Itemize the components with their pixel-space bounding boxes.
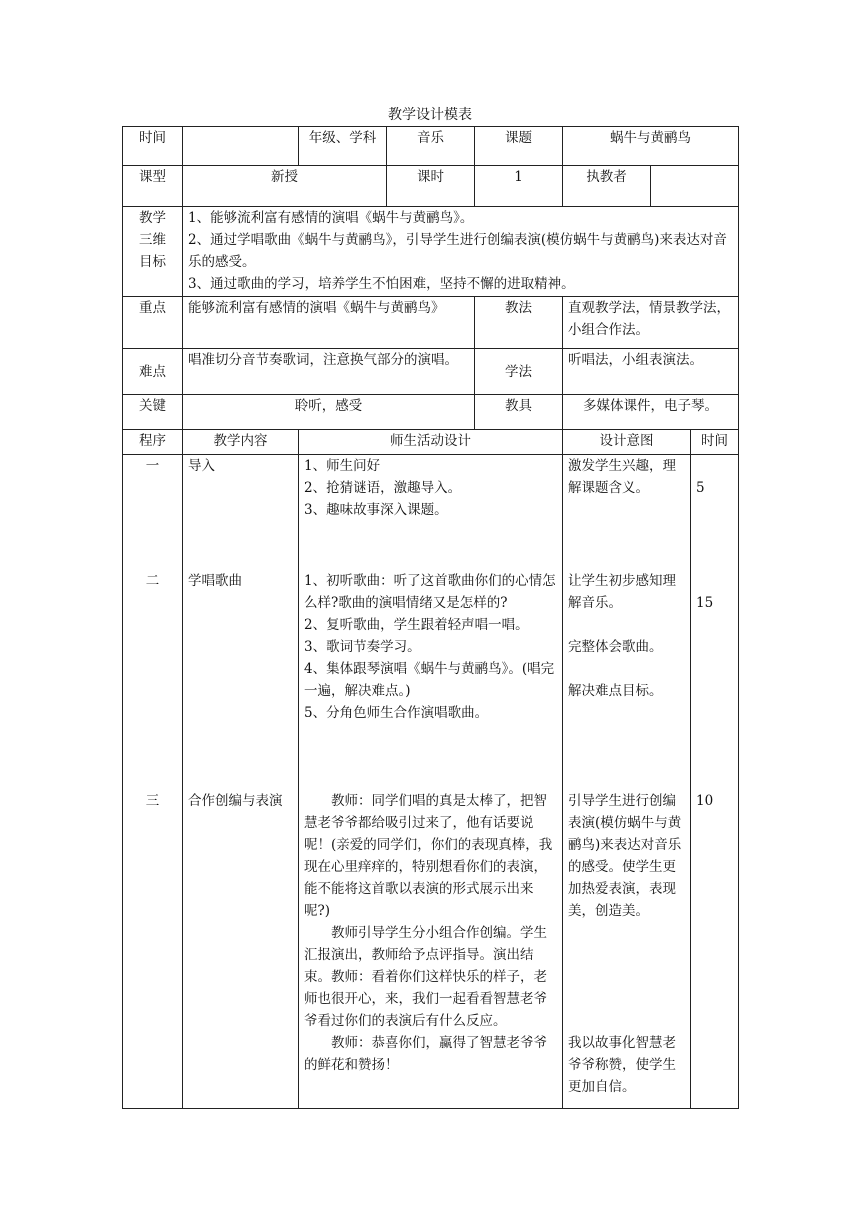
col-header-activities: 师生活动设计 <box>299 430 563 455</box>
activity-line: 3、趣味故事深入课题。 <box>304 502 448 518</box>
difficulty-label: 难点 <box>123 349 183 395</box>
activity-line: 1、师生问好 <box>304 458 381 474</box>
goals-label-line: 三维 <box>139 232 166 248</box>
goals-list <box>183 207 739 297</box>
page-title: 教学设计模表 <box>388 107 472 123</box>
goals-label-line: 教学 <box>139 210 166 226</box>
intent-step-3 <box>568 790 685 1098</box>
time-value <box>183 127 299 166</box>
activity-line: 3、歌词节奏学习。 <box>304 639 421 655</box>
intent-step-1 <box>568 455 685 570</box>
key-point-label: 重点 <box>123 297 183 349</box>
activity-paragraph: 教师：同学们唱的真是太棒了，把智慧老爷爷都给吸引过来了，他有话要说呢！(亲爱的同学们，你们的表现真棒，我现在心里痒痒的，特别想看你们的表演，能不能将这首歌以表演的形式展示出来呢?) <box>304 793 553 919</box>
activity-line: 5、分角色师生合作演唱歌曲。 <box>304 705 489 721</box>
goal-item: 2、通过学唱歌曲《蜗牛与黄鹂鸟》，引导学生进行创编表演(模仿蜗牛与黄鹂鸟)来表达对音乐的感受。 <box>188 232 727 270</box>
activities-column <box>299 455 563 1109</box>
step-content: 学唱歌曲 <box>188 573 242 589</box>
activity-paragraph: 教师引导学生分小组合作创编。学生汇报演出，教师给予点评指导。演出结束。教师：看着你们这样快乐的样子，老师也很开心，来，我们一起看看智慧老爷爷看过你们的表演后有什么反应。 <box>304 925 547 1029</box>
activities-step-1 <box>304 455 557 570</box>
tools-value: 多媒体课件，电子琴。 <box>563 395 739 430</box>
study-label: 学法 <box>475 349 563 395</box>
teacher-label: 执教者 <box>563 166 651 207</box>
intent-line: 激发学生兴趣，理解课题含义。 <box>568 458 676 496</box>
key-label: 关键 <box>123 395 183 430</box>
goal-item: 1、能够流利富有感情的演唱《蜗牛与黄鹂鸟》。 <box>188 210 474 226</box>
difficulty-row <box>123 349 739 395</box>
col-header-step: 程序 <box>123 430 183 455</box>
time-column <box>691 455 739 1109</box>
header-row-2 <box>123 166 739 207</box>
time-label: 时间 <box>123 127 183 166</box>
periods-label: 课时 <box>387 166 475 207</box>
process-body-row <box>123 455 739 1109</box>
activity-line: 2、复听歌曲，学生跟着轻声唱一唱。 <box>304 617 529 633</box>
topic-label: 课题 <box>475 127 563 166</box>
teacher-value <box>651 166 739 207</box>
activity-line: 4、集体跟琴演唱《蜗牛与黄鹂鸟》。(唱完一遍，解决难点。) <box>304 661 555 699</box>
activities-step-3 <box>304 790 557 1076</box>
activities-step-2 <box>304 570 557 790</box>
intent-line: 完整体会歌曲。 <box>568 639 663 655</box>
tools-label: 教具 <box>475 395 563 430</box>
intent-line: 解决难点目标。 <box>568 683 663 699</box>
lesson-type-label: 课型 <box>123 166 183 207</box>
step-content-column <box>183 455 299 1109</box>
col-header-intent: 设计意图 <box>563 430 691 455</box>
intent-step-2 <box>568 570 685 790</box>
step-content: 导入 <box>188 458 215 474</box>
step-number: 二 <box>145 573 160 589</box>
key-point-value: 能够流利富有感情的演唱《蜗牛与黄鹂鸟》 <box>183 297 475 349</box>
lesson-plan-table <box>122 126 739 1109</box>
intent-column <box>563 455 691 1109</box>
process-header-row <box>123 430 739 455</box>
step-time: 5 <box>696 480 705 496</box>
grade-subject-value: 音乐 <box>387 127 475 166</box>
step-content: 合作创编与表演 <box>188 793 283 809</box>
col-header-time: 时间 <box>691 430 739 455</box>
step-number-column <box>123 455 183 1109</box>
step-time: 15 <box>696 595 714 611</box>
header-row-1 <box>123 127 739 166</box>
intent-line: 我以故事化智慧老爷爷称赞，使学生更加自信。 <box>568 1035 676 1095</box>
goals-label <box>123 207 183 297</box>
activity-paragraph: 教师：恭喜你们，赢得了智慧老爷爷的鲜花和赞扬！ <box>304 1035 547 1073</box>
activity-line: 2、抢猜谜语，激趣导入。 <box>304 480 462 496</box>
key-value: 聆听，感受 <box>183 395 475 430</box>
activity-line: 1、初听歌曲：听了这首歌曲你们的心情怎么样?歌曲的演唱情绪又是怎样的? <box>304 573 556 611</box>
topic-value: 蜗牛与黄鹂鸟 <box>563 127 739 166</box>
key-row <box>123 395 739 430</box>
goals-label-line: 目标 <box>139 254 166 270</box>
periods-value: 1 <box>475 166 563 207</box>
grade-subject-label: 年级、学科 <box>299 127 387 166</box>
goal-item: 3、通过歌曲的学习，培养学生不怕困难，坚持不懈的进取精神。 <box>188 276 575 292</box>
step-number: 一 <box>145 458 160 474</box>
col-header-content: 教学内容 <box>183 430 299 455</box>
step-number: 三 <box>145 793 160 809</box>
goals-row <box>123 207 739 297</box>
intent-line: 让学生初步感知理解音乐。 <box>568 573 676 611</box>
step-time: 10 <box>696 793 714 809</box>
method-label: 教法 <box>475 297 563 349</box>
intent-line: 引导学生进行创编表演(模仿蜗牛与黄鹂鸟)来表达对音乐的感受。使学生更加热爱表演，表现美，创造美。 <box>568 793 682 919</box>
method-value: 直观教学法，情景教学法，小组合作法。 <box>563 297 739 349</box>
study-value: 听唱法，小组表演法。 <box>563 349 739 395</box>
lesson-type-value: 新授 <box>183 166 387 207</box>
key-point-row <box>123 297 739 349</box>
difficulty-value: 唱准切分音节奏歌词，注意换气部分的演唱。 <box>183 349 475 395</box>
